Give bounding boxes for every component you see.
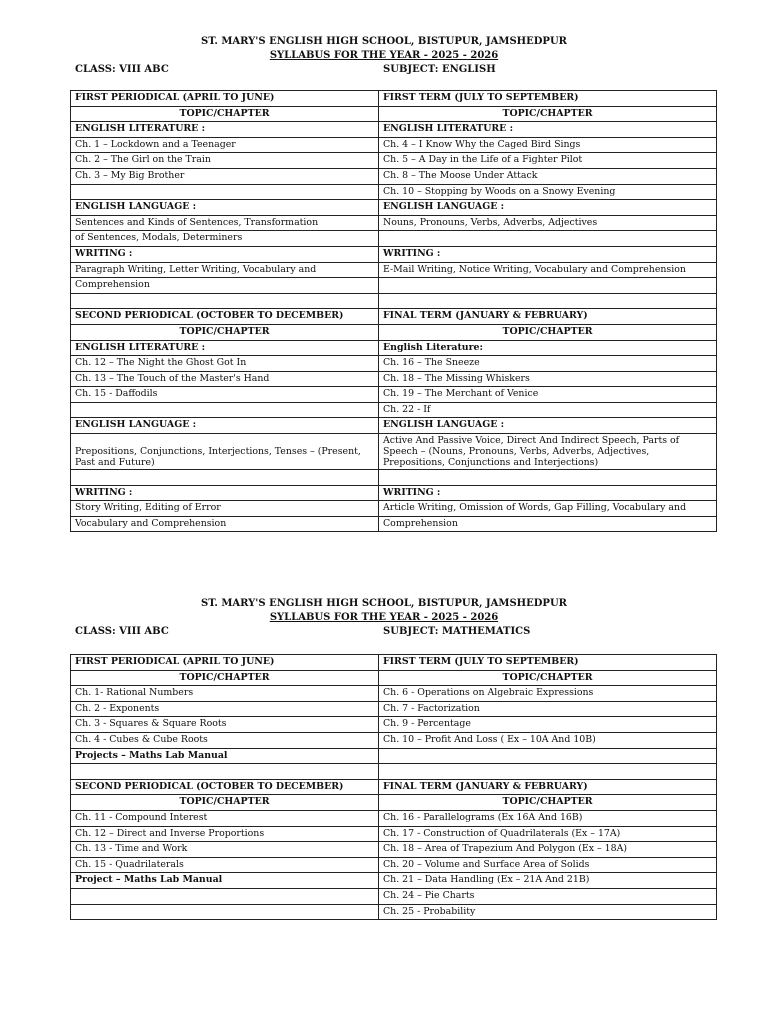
left-column-cell: Story Writing, Editing of Error [71,501,379,517]
left-column-cell: Ch. 13 – The Touch of the Master's Hand [71,371,379,387]
table-row [71,810,717,826]
syllabus-year: SYLLABUS FOR THE YEAR - 2025 - 2026 [269,612,499,623]
left-column-cell: Sentences and Kinds of Sentences, Transformation [71,215,379,231]
right-column-cell: FINAL TERM (JANUARY & FEBRUARY) [379,779,717,795]
table-row [71,842,717,858]
left-column-cell [71,764,379,780]
table-row [71,686,717,702]
table-row [71,324,717,340]
class-label: CLASS: VIII ABC [75,64,169,75]
right-column-cell: WRITING : [379,485,717,501]
subject-label: SUBJECT: MATHEMATICS [383,626,531,637]
table-row [71,826,717,842]
table-row [71,670,717,686]
left-column-cell [71,402,379,418]
right-column-cell: ENGLISH LANGUAGE : [379,200,717,216]
left-column-cell: Ch. 1- Rational Numbers [71,686,379,702]
english-syllabus-table [70,90,717,532]
table-row [71,168,717,184]
left-column-cell: FIRST PERIODICAL (APRIL TO JUNE) [71,91,379,107]
right-column-cell: Ch. 21 – Data Handling (Ex – 21A And 21B) [379,873,717,889]
right-column-cell: TOPIC/CHAPTER [379,795,717,811]
table-row [71,246,717,262]
left-column-cell: ENGLISH LANGUAGE : [71,418,379,434]
table-row [71,137,717,153]
table-row [71,873,717,889]
right-column-cell [379,278,717,294]
class-label: CLASS: VIII ABC [75,626,169,637]
right-column-cell: Ch. 18 – The Missing Whiskers [379,371,717,387]
table-row [71,293,717,309]
right-column-cell: Ch. 24 – Pie Charts [379,888,717,904]
table-row [71,717,717,733]
table-row [71,122,717,138]
left-column-cell: WRITING : [71,246,379,262]
right-column-cell: Ch. 6 - Operations on Algebraic Expressions [379,686,717,702]
table-row [71,732,717,748]
left-column-cell [71,904,379,920]
right-column-cell: Article Writing, Omission of Words, Gap Filling, Vocabulary and [379,501,717,517]
left-column-cell: TOPIC/CHAPTER [71,670,379,686]
school-title: ST. MARY'S ENGLISH HIGH SCHOOL, BISTUPUR, JAMSHEDPUR [201,598,567,609]
right-column-cell [379,293,717,309]
table-row [71,356,717,372]
left-column-cell: ENGLISH LITERATURE : [71,340,379,356]
table-row [71,764,717,780]
left-column-cell: Ch. 1 – Lockdown and a Teenager [71,137,379,153]
right-column-cell: Ch. 7 - Factorization [379,701,717,717]
left-column-cell: Ch. 12 – The Night the Ghost Got In [71,356,379,372]
table-row [71,655,717,671]
right-column-cell: English Literature: [379,340,717,356]
left-column-cell: Ch. 3 – My Big Brother [71,168,379,184]
table-row [71,795,717,811]
table-row [71,309,717,325]
left-column-cell [71,470,379,486]
table-row [71,340,717,356]
table-row [71,262,717,278]
right-column-cell: Ch. 16 – The Sneeze [379,356,717,372]
table-row [71,371,717,387]
right-column-cell: E-Mail Writing, Notice Writing, Vocabulary and Comprehension [379,262,717,278]
right-column-cell: Ch. 25 - Probability [379,904,717,920]
table-row [71,387,717,403]
maths-syllabus-table [70,654,717,920]
table-row [71,779,717,795]
table-row [71,470,717,486]
left-column-cell [71,888,379,904]
right-column-cell: Ch. 9 - Percentage [379,717,717,733]
right-column-cell: Ch. 19 – The Merchant of Venice [379,387,717,403]
right-column-cell: WRITING : [379,246,717,262]
left-column-cell: of Sentences, Modals, Determiners [71,231,379,247]
right-column-cell: Comprehension [379,516,717,532]
right-column-cell: Ch. 18 – Area of Trapezium And Polygon (Ex – 18A) [379,842,717,858]
right-column-cell: TOPIC/CHAPTER [379,106,717,122]
right-column-cell: Active And Passive Voice, Direct And Indirect Speech, Parts of Speech – (Nouns, Pronouns, Verbs, Adverbs, Adjectives, Prepositions, Conjunctions and Interjections) [379,434,717,470]
right-column-cell: FIRST TERM (JULY TO SEPTEMBER) [379,655,717,671]
table-row [71,748,717,764]
left-column-cell: ENGLISH LANGUAGE : [71,200,379,216]
table-row [71,91,717,107]
right-column-cell: Ch. 17 - Construction of Quadrilaterals (Ex – 17A) [379,826,717,842]
table-row [71,215,717,231]
right-column-cell: Ch. 10 – Stopping by Woods on a Snowy Evening [379,184,717,200]
left-column-cell: Prepositions, Conjunctions, Interjections, Tenses – (Present, Past and Future) [71,434,379,470]
right-column-cell: Ch. 10 – Profit And Loss ( Ex – 10A And 10B) [379,732,717,748]
right-column-cell: FIRST TERM (JULY TO SEPTEMBER) [379,91,717,107]
left-column-cell: WRITING : [71,485,379,501]
right-column-cell: Nouns, Pronouns, Verbs, Adverbs, Adjectives [379,215,717,231]
table-row [71,434,717,470]
right-column-cell: ENGLISH LITERATURE : [379,122,717,138]
table-row [71,701,717,717]
school-title: ST. MARY'S ENGLISH HIGH SCHOOL, BISTUPUR, JAMSHEDPUR [201,36,567,47]
right-column-cell: Ch. 5 – A Day in the Life of a Fighter Pilot [379,153,717,169]
table-row [71,106,717,122]
right-column-cell: FINAL TERM (JANUARY & FEBRUARY) [379,309,717,325]
maths-syllabus [0,597,768,639]
english-syllabus [0,35,768,77]
left-column-cell: TOPIC/CHAPTER [71,324,379,340]
table-row [71,278,717,294]
left-column-cell: FIRST PERIODICAL (APRIL TO JUNE) [71,655,379,671]
right-column-cell: Ch. 8 – The Moose Under Attack [379,168,717,184]
right-column-cell [379,231,717,247]
left-column-cell: Ch. 11 - Compound Interest [71,810,379,826]
subject-label: SUBJECT: ENGLISH [383,64,496,75]
left-column-cell [71,293,379,309]
right-column-cell [379,470,717,486]
left-column-cell: TOPIC/CHAPTER [71,795,379,811]
right-column-cell: Ch. 16 - Parallelograms (Ex 16A And 16B) [379,810,717,826]
table-row [71,231,717,247]
table-row [71,904,717,920]
table-row [71,485,717,501]
table-row [71,153,717,169]
left-column-cell: Vocabulary and Comprehension [71,516,379,532]
left-column-cell: Ch. 12 – Direct and Inverse Proportions [71,826,379,842]
class-subject-line [0,625,768,639]
table-row [71,200,717,216]
left-column-cell: Project – Maths Lab Manual [71,873,379,889]
left-column-cell: Comprehension [71,278,379,294]
class-subject-line [0,63,768,77]
left-column-cell: Ch. 15 - Quadrilaterals [71,857,379,873]
left-column-cell: Ch. 13 - Time and Work [71,842,379,858]
left-column-cell: Ch. 3 - Squares & Square Roots [71,717,379,733]
syllabus-year: SYLLABUS FOR THE YEAR - 2025 - 2026 [269,50,499,61]
table-row [71,501,717,517]
table-row [71,888,717,904]
left-column-cell: Ch. 4 - Cubes & Cube Roots [71,732,379,748]
table-row [71,418,717,434]
left-column-cell: Ch. 2 – The Girl on the Train [71,153,379,169]
right-column-cell: Ch. 20 – Volume and Surface Area of Solids [379,857,717,873]
table-row [71,184,717,200]
right-column-cell: ENGLISH LANGUAGE : [379,418,717,434]
left-column-cell: Ch. 2 - Exponents [71,701,379,717]
left-column-cell: Paragraph Writing, Letter Writing, Vocabulary and [71,262,379,278]
left-column-cell: TOPIC/CHAPTER [71,106,379,122]
left-column-cell: ENGLISH LITERATURE : [71,122,379,138]
right-column-cell [379,748,717,764]
left-column-cell: Projects – Maths Lab Manual [71,748,379,764]
table-row [71,516,717,532]
right-column-cell: TOPIC/CHAPTER [379,324,717,340]
left-column-cell: SECOND PERIODICAL (OCTOBER TO DECEMBER) [71,779,379,795]
right-column-cell: Ch. 22 - If [379,402,717,418]
left-column-cell: Ch. 15 - Daffodils [71,387,379,403]
right-column-cell [379,764,717,780]
left-column-cell: SECOND PERIODICAL (OCTOBER TO DECEMBER) [71,309,379,325]
table-row [71,402,717,418]
right-column-cell: Ch. 4 – I Know Why the Caged Bird Sings [379,137,717,153]
right-column-cell: TOPIC/CHAPTER [379,670,717,686]
left-column-cell [71,184,379,200]
table-row [71,857,717,873]
